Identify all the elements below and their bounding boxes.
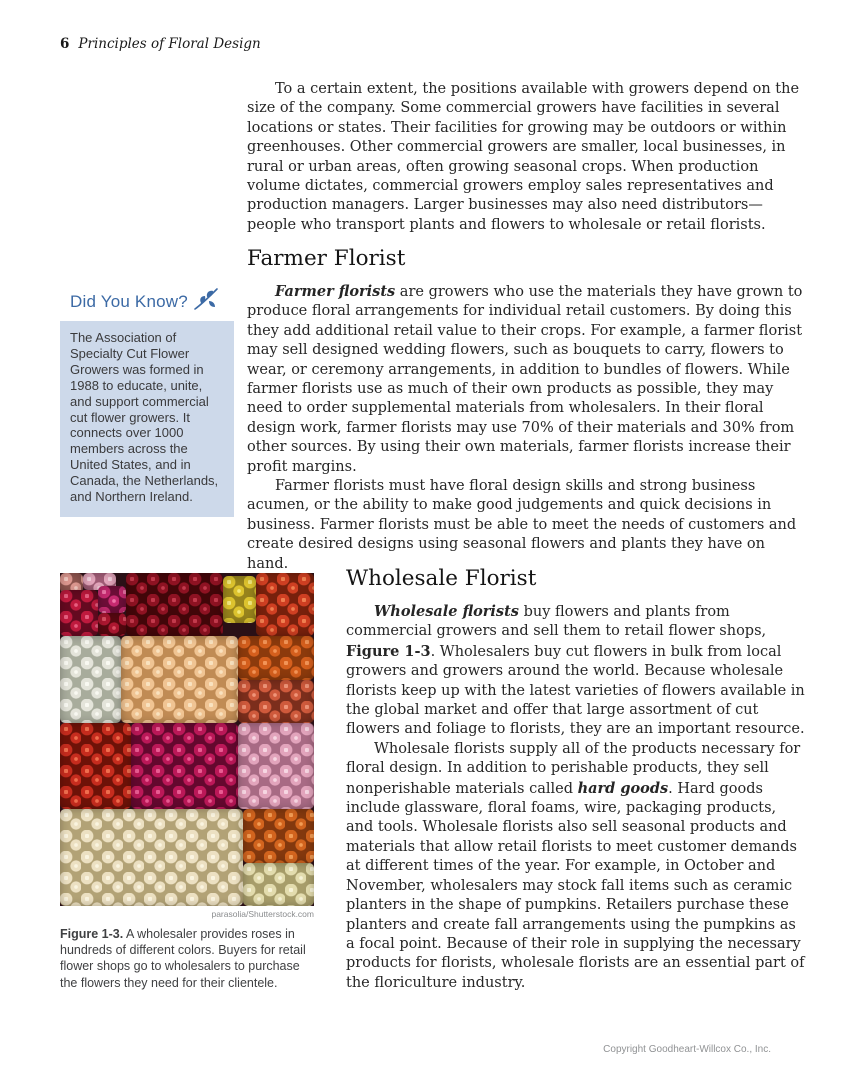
- rose-bunch: [238, 723, 314, 810]
- did-you-know-title: Did You Know?: [70, 291, 188, 311]
- figure-caption: Figure 1-3. A wholesaler provides roses in hundreds of different colors. Buyers for retail flower shops go to wholesalers to purchase the flowers they need for their clientele.: [60, 927, 306, 990]
- intro-paragraph-block: [247, 80, 805, 235]
- rose-bunch: [60, 723, 131, 810]
- wholesale-paragraph-2: Wholesale florists supply all of the products necessary for floral design. In addition to perishable products, they sell nonperishable materials called hard goods. Hard goods include glassware, floral foams, wire, packaging products, and tools. Wholesale florists also sell seasonal products and materials that allow retail florists to meet customer demands at different times of the year. For example, in October and November, wholesalers may stock fall items such as ceramic planters in the shape of pumpkins. Retailers purchase these planters and create fall arrangements using the pumpkins as a focal point. Because of their role in supplying the necessary products for florists, wholesale florists are an essential part of the floriculture industry.: [346, 740, 805, 991]
- farmer-paragraph-2: Farmer florists must have floral design skills and strong business acumen, or the ability to make good judgements and quick decisions in business. Farmer florists must be able to meet the needs of customers and create desired designs using seasonal flowers and plants they have on hand.: [247, 478, 797, 572]
- farmer-paragraph-1: Farmer florists are growers who use the materials they have grown to produce floral arrangements for individual retail customers. By doing this they add additional retail value to their crops. For example, a farmer florist may sell designed wedding flowers, such as bouquets to carry, flowers to wear, or ceremony arrangements, in addition to bundles of flowers. While farmer florists use as much of their own products as possible, they may need to order supplemental materials from wholesalers. In their floral design work, farmer florists may use 70% of their materials and 30% from other sources. By using their own materials, farmer florists increase their profit margins.: [247, 283, 803, 475]
- wholesale-florist-heading: Wholesale Florist: [346, 566, 537, 591]
- leaf-sprig-icon: [193, 287, 219, 316]
- rose-bunch: [126, 573, 223, 636]
- rose-bunch: [223, 576, 256, 623]
- rose-bunch: [98, 613, 126, 636]
- did-you-know-text: The Association of Specialty Cut Flower Growers was formed in 1988 to educate, unite, and support commercial cut flower growers. It connects over 1000 members across the United States, and in Canada, the Netherlands, and Northern Ireland.: [70, 330, 219, 505]
- figure-1-3-block: [60, 573, 314, 991]
- intro-paragraph: To a certain extent, the positions available with growers depend on the size of the company. Some commercial growers have facilities in several locations or states. Their facilities for growing may be outdoors or within greenhouses. Other commercial growers are smaller, local businesses, in rural or urban areas, often growing seasonal crops. When production volume dictates, commercial growers employ sales representatives and production managers. Larger businesses may also need distributors—people who transport plants and flowers to wholesale or retail florists.: [247, 81, 800, 233]
- rose-bunch: [60, 636, 121, 723]
- rose-bunch: [238, 636, 314, 679]
- did-you-know-header: [70, 287, 234, 316]
- rose-photo: [60, 573, 314, 906]
- rose-bunch: [131, 723, 238, 810]
- rose-bunch: [243, 809, 314, 862]
- rose-bunch: [60, 590, 98, 637]
- rose-bunch: [238, 680, 314, 723]
- farmer-florist-section: [247, 246, 805, 574]
- page-number: 6: [60, 36, 70, 52]
- did-you-know-box: [60, 321, 234, 517]
- running-head: [60, 36, 261, 52]
- rose-bunch: [60, 809, 243, 906]
- rose-bunch: [243, 863, 314, 906]
- farmer-florist-heading: Farmer Florist: [247, 246, 406, 271]
- wholesale-paragraph-1: Wholesale florists buy flowers and plants from commercial growers and sell them to retail flower shops, Figure 1-3. Wholesalers buy cut flowers in bulk from local growers and growers around the world. Because wholesale florists keep up with the latest varieties of flowers available in the global market and offer that large assortment of cut flowers and foliage to florists, they are an important resource.: [346, 603, 805, 738]
- wholesale-florist-section: [346, 566, 806, 993]
- rose-bunch: [256, 573, 314, 636]
- rose-bunch: [121, 636, 238, 723]
- rose-bunch: [98, 586, 126, 613]
- copyright-footer: Copyright Goodheart-Willcox Co., Inc.: [603, 1044, 771, 1055]
- did-you-know-sidebar: [60, 287, 234, 517]
- book-title: Principles of Floral Design: [78, 36, 261, 52]
- photo-credit: parasolia/Shutterstock.com: [211, 909, 314, 919]
